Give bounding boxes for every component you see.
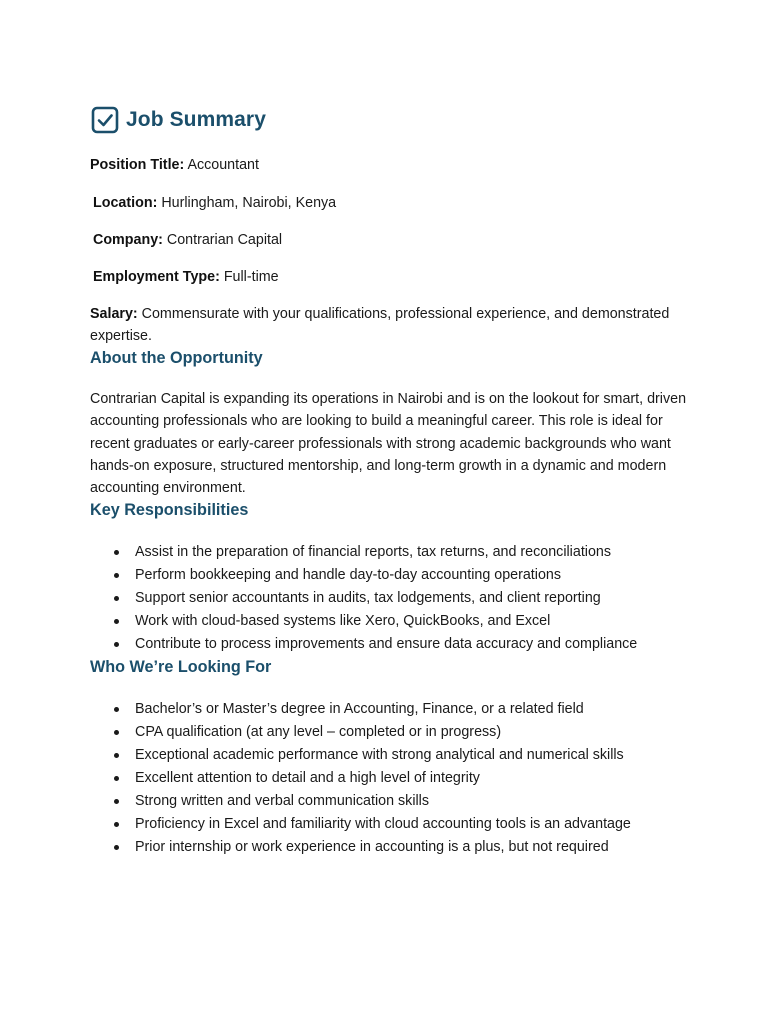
list-item: Work with cloud-based systems like Xero, QuickBooks, and Excel [90, 610, 690, 633]
field-employment-value: Full-time [219, 269, 279, 285]
list-item: CPA qualification (at any level – completed or in progress) [90, 721, 690, 744]
document-page [90, 100, 690, 859]
looking-for-list [90, 698, 690, 859]
field-company [90, 229, 690, 251]
list-item: Perform bookkeeping and handle day-to-day accounting operations [90, 564, 690, 587]
list-item: Contribute to process improvements and ensure data accuracy and compliance [90, 633, 690, 656]
field-company-label: Company: [93, 232, 163, 248]
list-item: Bachelor’s or Master’s degree in Accounting, Finance, or a related field [90, 698, 690, 721]
document-title: Job Summary [126, 108, 266, 131]
field-salary [90, 303, 690, 347]
list-item: Support senior accountants in audits, tax lodgements, and client reporting [90, 587, 690, 610]
about-body: Contrarian Capital is expanding its operations in Nairobi and is on the lookout for smart, driven accounting professionals who are looking to build a meaningful career. This role is ideal for recent graduates or early-career professionals with strong academic backgrounds who want hands-on exposure, structured mentorship, and long-term growth in a dynamic and modern accounting environment. [90, 391, 687, 497]
field-position-label: Position Title: [90, 157, 185, 173]
list-item: Strong written and verbal communication skills [90, 790, 690, 813]
about-heading: About the Opportunity [90, 349, 263, 367]
field-location-value: Hurlingham, Nairobi, Kenya [157, 195, 337, 211]
field-location [90, 192, 690, 214]
list-item: Excellent attention to detail and a high level of integrity [90, 767, 690, 790]
list-item: Prior internship or work experience in accounting is a plus, but not required [90, 836, 690, 859]
field-employment-type [90, 266, 690, 288]
field-position-value: Accountant [184, 157, 259, 173]
field-position [90, 154, 690, 176]
field-location-label: Location: [93, 195, 158, 211]
field-salary-value: Commensurate with your qualifications, professional experience, and demonstrated expertise. [90, 306, 670, 344]
field-salary-label: Salary: [90, 306, 138, 322]
looking-for-heading: Who We’re Looking For [90, 658, 272, 677]
field-employment-label: Employment Type: [93, 269, 220, 285]
field-company-value: Contrarian Capital [162, 232, 283, 248]
title-row [91, 100, 690, 140]
responsibilities-list [90, 541, 690, 656]
list-item: Exceptional academic performance with strong analytical and numerical skills [90, 744, 690, 767]
checkbox-checked-icon [91, 106, 119, 134]
list-item: Proficiency in Excel and familiarity with cloud accounting tools is an advantage [90, 813, 690, 836]
responsibilities-heading: Key Responsibilities [90, 501, 249, 520]
list-item: Assist in the preparation of financial reports, tax returns, and reconciliations [90, 541, 690, 564]
